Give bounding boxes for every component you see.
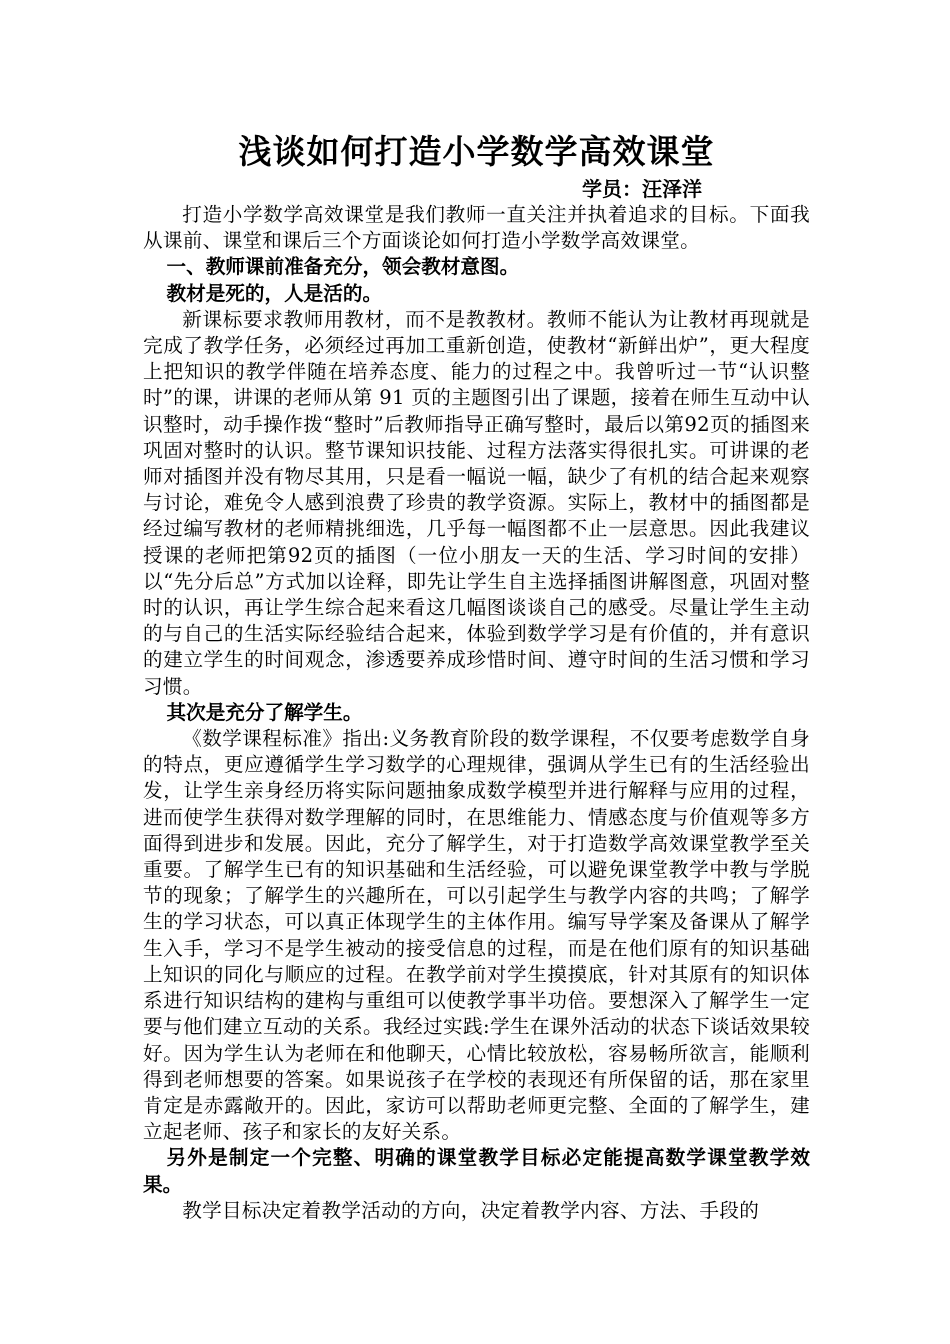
subsection-heading: 教材是死的，人是活的。 — [166, 281, 383, 305]
document-title: 浅谈如何打造小学数学高效课堂 — [238, 132, 715, 171]
subsection-heading: 另外是制定一个完整、明确的课堂教学目标必定能提高数学课堂教学效果。 — [143, 1146, 810, 1196]
intro-paragraph: 打造小学数学高效课堂是我们教师一直关注并执着追求的目标。下面我从课前、课堂和课后三个方面谈论如何打造小学数学高效课堂。 — [143, 203, 810, 253]
subsection-heading: 其次是充分了解学生。 — [166, 700, 363, 724]
section-heading: 一、教师课前准备充分，领会教材意图。 — [166, 255, 520, 279]
body-paragraph: 《数学课程标准》指出:义务教育阶段的数学课程，不仅要考虑数学自身的特点，更应遵循学生学习数学的心理规律，强调从学生已有的生活经验出发，让学生亲身经历将实际问题抽象成数学模型并进行解释与应用的过程，进而使学生获得对数学理解的同时，在思维能力、情感态度与价值观等多方面得到进步和发展。因此，充分了解学生，对于打造数学高效课堂教学至关重要。了解学生已有的知识基础和生活经验，可以避免课堂教学中教与学脱节的现象；了解学生的兴趣所在，可以引起学生与教学内容的共鸣；了解学生的学习状态，可以真正体现学生的主体作用。编写导学案及备课从了解学生入手，学习不是学生被动的接受信息的过程，而是在他们原有的知识基础上知识的同化与顺应的过程。在教学前对学生摸摸底，针对其原有的知识体系进行知识结构的建构与重组可以使教学事半功倍。要想深入了解学生一定要与他们建立互动的关系。我经过实践:学生在课外活动的状态下谈话效果较好。因为学生认为老师在和他聊天，心情比较放松，容易畅所欲言，能顺利得到老师想要的答案。如果说孩子在学校的表现还有所保留的话，那在家里肯定是赤露敞开的。因此，家访可以帮助老师更完整、全面的了解学生，建立起老师、孩子和家长的友好关系。 — [143, 727, 810, 1144]
body-paragraph: 新课标要求教师用教材，而不是教教材。教师不能认为让教材再现就是完成了教学任务，必须经过再加工重新创造，使教材“新鲜出炉”，更大程度上把知识的教学伴随在培养态度、能力的过程之中。我曾听过一节“认识整时”的课，讲课的老师从第 91 页的主题图引出了课题，接着在师生互动中认识整时，动手操作拨“整时”后教师指导正确写整时，最后以第92页的插图来巩固对整时的认识。整节课知识技能、过程方法落实得很扎实。可讲课的老师对插图并没有物尽其用，只是看一幅说一幅，缺少了有机的结合起来观察与讨论，难免令人感到浪费了珍贵的教学资源。实际上，教材中的插图都是经过编写教材的老师精挑细选，几乎每一幅图都不止一层意思。因此我建议授课的老师把第92页的插图（一位小朋友一天的生活、学习时间的安排）以“先分后总”方式加以诠释，即先让学生自主选择插图讲解图意，巩固对整时的认识，再让学生综合起来看这几幅图谈谈自己的感受。尽量让学生主动的与自己的生活实际经验结合起来，体验到数学学习是有价值的，并有意识的建立学生的时间观念，渗透要养成珍惜时间、遵守时间的生活习惯和学习习惯。 — [143, 307, 810, 698]
document-page — [143, 130, 810, 1224]
author-line: 学员：汪泽洋 — [582, 177, 702, 201]
body-paragraph: 教学目标决定着教学活动的方向，决定着教学内容、方法、手段的 — [182, 1198, 760, 1222]
